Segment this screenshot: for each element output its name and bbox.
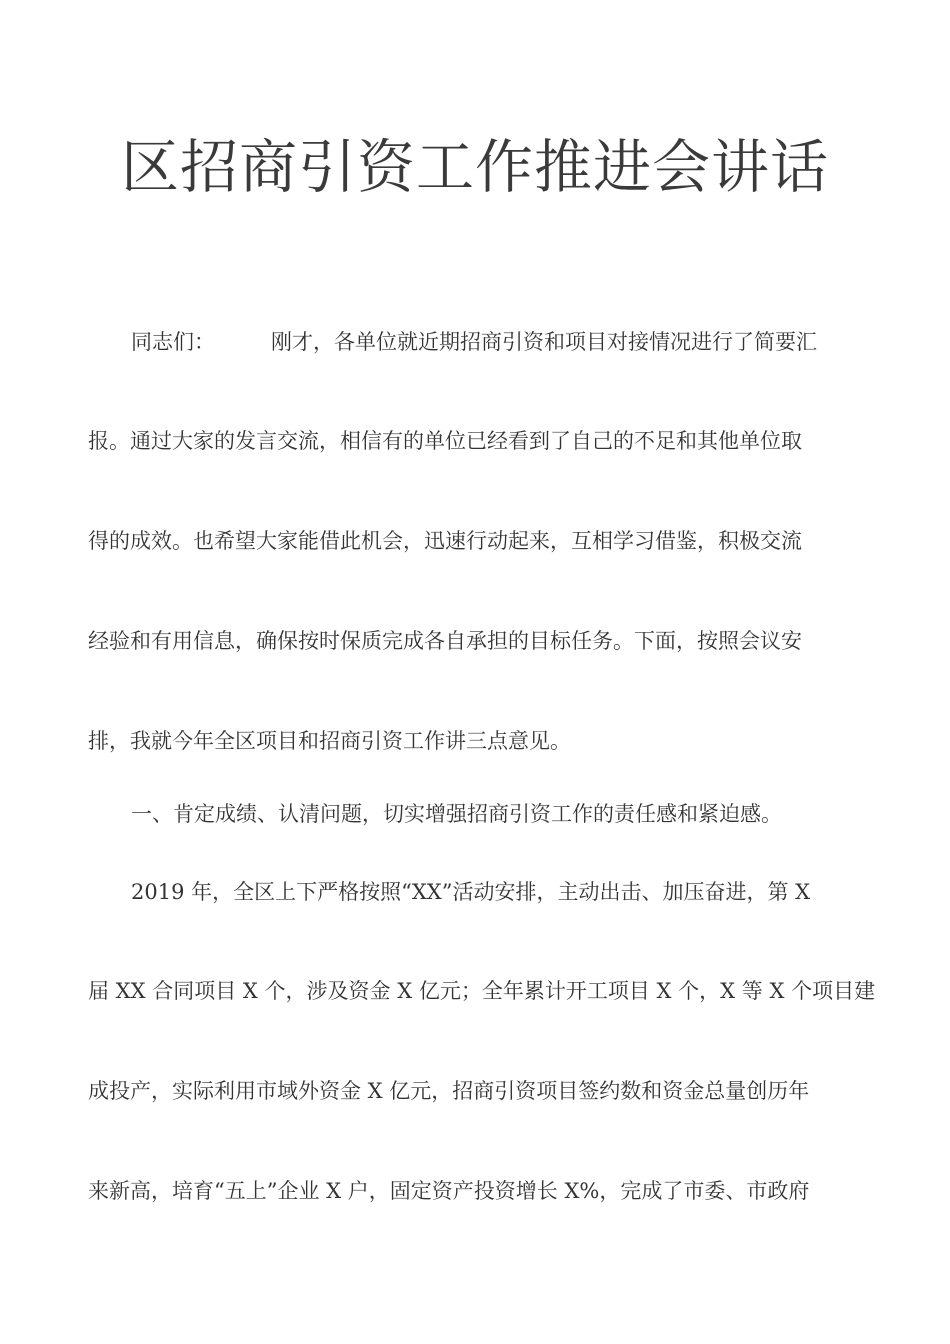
paragraph-line (131, 328, 881, 356)
paragraph-line: 成投产，实际利用市域外资金 X 亿元，招商引资项目签约数和资金总量创历年 (88, 1079, 810, 1103)
paragraph-line: 经验和有用信息，确保按时保质完成各自承担的目标任务。下面，按照会议安 (88, 629, 802, 653)
document-title: 区招商引资工作推进会讲话 (120, 133, 829, 201)
paragraph-text: 刚才，各单位就近期招商引资和项目对接情况进行了简要汇 (271, 330, 817, 354)
paragraph-line: 来新高，培育“五上”企业 X 户，固定资产投资增长 X%，完成了市委、市政府 (88, 1179, 810, 1203)
paragraph-line: 排，我就今年全区项目和招商引资工作讲三点意见。 (88, 729, 571, 753)
paragraph-line: 报。通过大家的发言交流，相信有的单位已经看到了自己的不足和其他单位取 (88, 429, 802, 453)
paragraph-line: 得的成效。也希望大家能借此机会，迅速行动起来，互相学习借鉴，积极交流 (88, 529, 802, 553)
paragraph-line: 2019 年，全区上下严格按照“XX”活动安排，主动出击、加压奋进，第 X (131, 880, 811, 904)
section-heading: 一、肯定成绩、认清问题，切实增强招商引资工作的责任感和紧迫感。 (131, 802, 782, 826)
salutation: 同志们： (131, 330, 215, 354)
paragraph-line: 届 XX 合同项目 X 个，涉及资金 X 亿元；全年累计开工项目 X 个，X 等 X 个项目建 (88, 979, 876, 1003)
